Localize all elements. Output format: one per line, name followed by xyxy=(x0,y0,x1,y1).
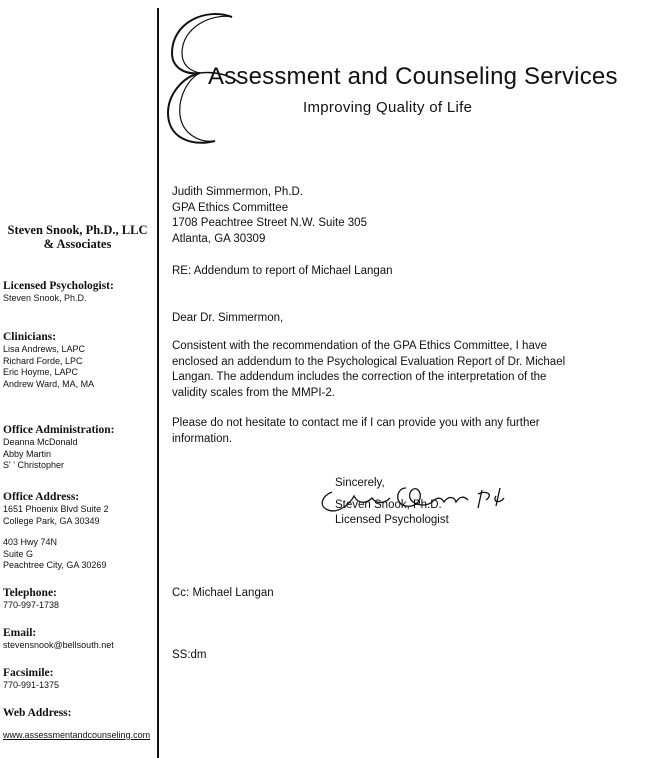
vertical-divider xyxy=(157,8,159,758)
admin-item: Deanna McDonald xyxy=(3,437,78,447)
body-paragraph-2: Please do not hesitate to contact me if I can provide you with any further information. xyxy=(172,417,540,445)
address-line: College Park, GA 30349 xyxy=(3,515,100,526)
closing-block xyxy=(335,476,449,529)
subject-line: RE: Addendum to report of Michael Langan xyxy=(172,265,393,277)
office-address-block xyxy=(3,491,109,572)
recipient-address xyxy=(172,185,367,247)
office-address-heading: Office Address: xyxy=(3,491,80,503)
address-line: 1651 Phoenix Blvd Suite 2 xyxy=(3,504,109,514)
initials-line: SS:dm xyxy=(172,649,207,661)
facsimile-block xyxy=(3,667,59,692)
clinicians-block xyxy=(3,331,94,390)
firm-name xyxy=(0,223,155,251)
web-link[interactable]: www.assessmentandcounseling.com xyxy=(3,730,151,740)
tagline: Improving Quality of Life xyxy=(303,99,473,116)
recipient-line: Judith Simmermon, Ph.D. xyxy=(172,186,304,198)
firm-line-2: & Associates xyxy=(43,237,112,251)
telephone-value: 770-997-1738 xyxy=(3,600,60,610)
salutation: Dear Dr. Simmermon, xyxy=(172,312,284,324)
email-block xyxy=(3,627,114,652)
clinicians-heading: Clinicians: xyxy=(3,331,57,343)
email-value[interactable]: stevensnook@bellsouth.net xyxy=(3,640,114,650)
address-line: 403 Hwy 74N xyxy=(3,537,58,547)
licensed-name: Steven Snook, Ph.D. xyxy=(3,293,87,303)
recipient-line: GPA Ethics Committee xyxy=(172,201,289,214)
office-admin-block xyxy=(3,424,114,472)
admin-item: S' ' Christopher xyxy=(3,460,64,470)
cc-line: Cc: Michael Langan xyxy=(172,587,274,599)
licensed-heading: Licensed Psychologist: xyxy=(3,280,114,292)
body-paragraph-1: Consistent with the recommendation of the GPA Ethics Committee, I have enclosed an addendum to the Psychological Evaluation Report of Dr. Michael Langan. The addendum includes the correction of the interpretation of the validity scales from the MMPI-2. xyxy=(172,340,566,399)
address-line: Suite G xyxy=(3,548,34,559)
facsimile-heading: Facsimile: xyxy=(3,667,54,679)
org-name: Assessment and Counseling Services xyxy=(208,63,618,90)
office-admin-heading: Office Administration: xyxy=(3,424,115,436)
licensed-block xyxy=(3,280,114,305)
web-heading: Web Address: xyxy=(3,707,72,719)
clinician-item: Eric Hoyme, LAPC xyxy=(3,367,79,377)
signer-title: Licensed Psychologist xyxy=(335,514,449,526)
admin-item: Abby Martin xyxy=(3,448,52,459)
email-heading: Email: xyxy=(3,627,37,639)
facsimile-value: 770-991-1375 xyxy=(3,680,60,690)
firm-line-1: Steven Snook, Ph.D., LLC xyxy=(7,223,148,237)
web-block xyxy=(3,707,150,742)
telephone-block xyxy=(3,587,59,612)
clinician-item: Andrew Ward, MA, MA xyxy=(3,378,95,389)
address-line: Peachtree City, GA 30269 xyxy=(3,560,107,570)
clinician-item: Lisa Andrews, LAPC xyxy=(3,344,86,354)
signer-name: Steven Snook, Ph.D. xyxy=(335,498,442,511)
recipient-line: Atlanta, GA 30309 xyxy=(172,232,266,245)
closing: Sincerely, xyxy=(335,477,385,489)
clinician-item: Richard Forde, LPC xyxy=(3,355,83,366)
telephone-heading: Telephone: xyxy=(3,587,57,599)
recipient-line: 1708 Peachtree Street N.W. Suite 305 xyxy=(172,217,367,229)
